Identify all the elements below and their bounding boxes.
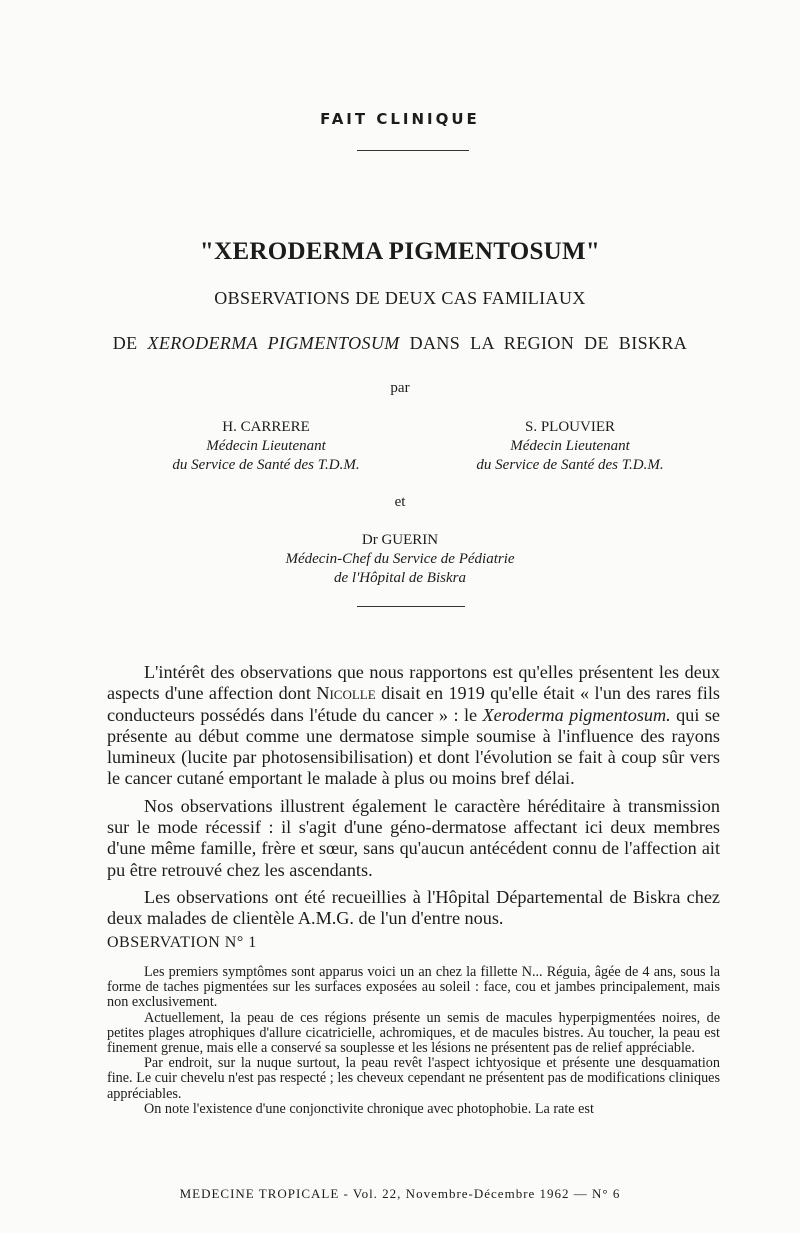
disease-name: Xeroderma pigmentosum. <box>482 704 671 725</box>
author-role: Médecin Lieutenant <box>510 438 630 454</box>
subtitle-line-2 <box>0 333 800 354</box>
author-service: de l'Hôpital de Biskra <box>334 570 466 586</box>
subtitle-suffix: DANS LA REGION DE BISKRA <box>399 333 688 353</box>
observation-paragraph: Les premiers symptômes sont apparus voici un an chez la fillette N... Réguia, âgée de 4 ans, sous la forme de taches pigmentées sur les surfaces exposées au soleil : face, cou et jambes principalement, mais non exclusivement. <box>107 964 720 1011</box>
author-role: Médecin-Chef du Service de Pédiatrie <box>285 551 515 567</box>
intro-p1-text-b: disait en 1919 qu'elle était « l'un des rares fils conducteurs possédés dans l'étude du cancer » : le <box>107 683 720 725</box>
author-block-3 <box>0 531 800 588</box>
authors-divider <box>357 606 465 607</box>
author-role: Médecin Lieutenant <box>206 438 326 454</box>
author-citation: Nicolle <box>316 683 376 704</box>
by-label: par <box>390 380 410 396</box>
observation-paragraph: On note l'existence d'une conjonctivite chronique avec photophobie. La rate est <box>144 1100 594 1117</box>
author-block-2 <box>420 418 720 475</box>
intro-paragraph-1 <box>107 662 720 790</box>
observation-text <box>107 965 720 1117</box>
article-title: "XERODERMA PIGMENTOSUM" <box>199 238 601 265</box>
author-block-1 <box>116 418 416 475</box>
observation-paragraph: Par endroit, sur la nuque surtout, la peau revêt l'aspect ichtyosique et présente une desquamation fine. Le cuir chevelu n'est pas respecté ; les cheveux cependant ne présentent pas de modifications cliniques appréciables. <box>107 1055 720 1102</box>
intro-paragraph-3: Les observations ont été recueillies à l'Hôpital Départemental de Biskra chez deux malades de clientèle A.M.G. de l'un d'entre nous. <box>107 886 720 929</box>
author-service: du Service de Santé des T.D.M. <box>476 457 664 473</box>
section-label: FAIT CLINIQUE <box>320 110 480 128</box>
author-name: Dr GUERIN <box>361 532 439 548</box>
author-name: H. CARRERE <box>222 419 310 435</box>
header-divider <box>357 150 469 151</box>
intro-p1-text-a: L'intérêt des observations que nous rapportons est qu'elles présentent les deux aspects d'une affection dont <box>107 662 720 704</box>
intro-text <box>107 662 720 930</box>
subtitle-italic: XERODERMA PIGMENTOSUM <box>147 333 400 353</box>
journal-footer: MEDECINE TROPICALE - Vol. 22, Novembre-Décembre 1962 — N° 6 <box>179 1186 621 1201</box>
subtitle-prefix: DE <box>112 333 148 353</box>
subtitle-line-1: OBSERVATIONS DE DEUX CAS FAMILIAUX <box>214 288 586 308</box>
and-label: et <box>394 494 406 510</box>
intro-p1-text-c: qui se présente au début comme une dermatose simple soumise à l'influence des rayons lumineux (lucite par photosensibilisation) et dont l'évolution se fait à coup sûr vers le cancer cutané emportant le malade à plus ou moins bref délai. <box>107 704 720 789</box>
intro-paragraph-2: Nos observations illustrent également le caractère héréditaire à transmission sur le mode récessif : il s'agit d'une géno-dermatose affectant ici deux membres d'une même famille, frère et sœur, sans qu'aucun antécédent connu de l'affection ait pu être retrouvé chez les ascendants. <box>107 795 720 880</box>
observation-paragraph: Actuellement, la peau de ces régions présente un semis de macules hyperpigmentées noires, de petites plages atrophiques d'allure cicatricielle, achromiques, et de macules bistres. Au toucher, la peau est finement grenue, mais elle a conservé sa souplesse et les lésions ne présentent pas de relief appréciable. <box>107 1009 720 1057</box>
author-name: S. PLOUVIER <box>524 419 615 435</box>
observation-heading: OBSERVATION N° 1 <box>107 934 257 951</box>
author-service: du Service de Santé des T.D.M. <box>172 457 360 473</box>
